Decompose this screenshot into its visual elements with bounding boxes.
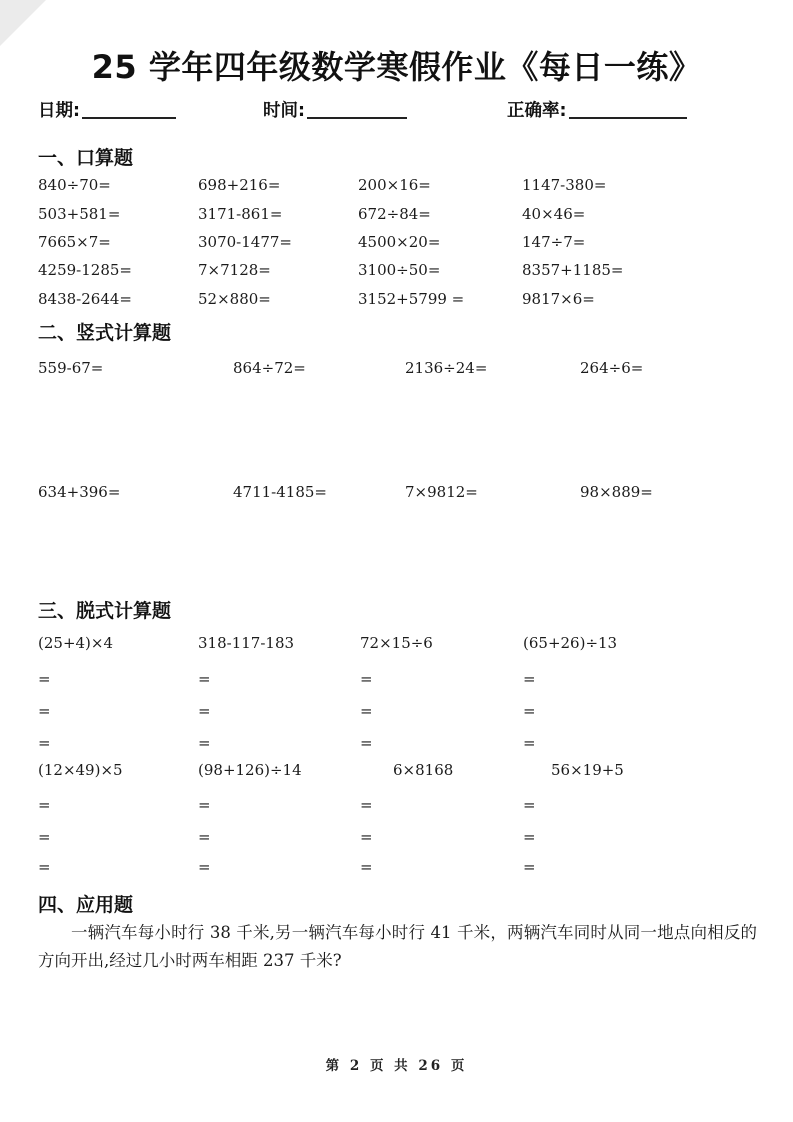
- math-problem: 98×889=: [580, 483, 653, 501]
- equals-sign: =: [360, 670, 373, 688]
- equals-sign: =: [198, 702, 211, 720]
- math-problem: (25+4)×4: [38, 634, 114, 652]
- oral-row: [38, 261, 773, 279]
- equals-sign: =: [198, 828, 211, 846]
- meta-row: [38, 97, 763, 125]
- equals-row: [38, 796, 773, 814]
- section-heading-stepwise: 三、脱式计算题: [38, 600, 172, 622]
- math-problem: 318-117-183: [198, 634, 295, 652]
- equals-sign: =: [38, 828, 51, 846]
- math-problem: 7665×7=: [38, 233, 111, 251]
- equals-sign: =: [198, 796, 211, 814]
- section-heading-word: 四、应用题: [38, 894, 134, 916]
- math-problem: 698+216=: [198, 176, 281, 194]
- date-field: [38, 97, 176, 122]
- equals-sign: =: [360, 858, 373, 876]
- scan-corner-artifact: [0, 0, 46, 46]
- equals-sign: =: [523, 828, 536, 846]
- section-heading-oral: 一、口算题: [38, 147, 134, 169]
- math-problem: 634+396=: [38, 483, 121, 501]
- math-problem: (12×49)×5: [38, 761, 123, 779]
- math-problem: 72×15÷6: [360, 634, 433, 652]
- oral-row: [38, 205, 773, 223]
- equals-sign: =: [38, 858, 51, 876]
- math-problem: 3100÷50=: [358, 261, 441, 279]
- math-problem: 9817×6=: [522, 290, 595, 308]
- math-problem: 840÷70=: [38, 176, 111, 194]
- math-problem: 864÷72=: [233, 359, 306, 377]
- equals-sign: =: [523, 670, 536, 688]
- math-problem: 3070-1477=: [198, 233, 292, 251]
- math-problem: 200×16=: [358, 176, 431, 194]
- equals-row: [38, 858, 773, 876]
- math-problem: 672÷84=: [358, 205, 431, 223]
- math-problem: 264÷6=: [580, 359, 644, 377]
- oral-row: [38, 290, 773, 308]
- math-problem: (98+126)÷14: [198, 761, 302, 779]
- equals-row: [38, 734, 773, 752]
- math-problem: 147÷7=: [522, 233, 586, 251]
- math-problem: 559-67=: [38, 359, 104, 377]
- equals-sign: =: [38, 702, 51, 720]
- equals-sign: =: [198, 670, 211, 688]
- equals-row: [38, 670, 773, 688]
- date-blank-line: [82, 101, 176, 119]
- math-problem: 4711-4185=: [233, 483, 327, 501]
- oral-row: [38, 176, 773, 194]
- math-problem: 4259-1285=: [38, 261, 132, 279]
- section-heading-vertical: 二、竖式计算题: [38, 322, 172, 344]
- date-label: 日期:: [38, 101, 80, 121]
- math-problem: 52×880=: [198, 290, 271, 308]
- equals-sign: =: [38, 670, 51, 688]
- accuracy-field: [507, 97, 687, 122]
- equals-sign: =: [198, 734, 211, 752]
- equals-sign: =: [360, 828, 373, 846]
- time-label: 时间:: [263, 101, 305, 121]
- math-problem: 3152+5799 =: [358, 290, 465, 308]
- equals-row: [38, 702, 773, 720]
- equals-sign: =: [360, 796, 373, 814]
- math-problem: (65+26)÷13: [523, 634, 618, 652]
- stepwise-expressions-row: [38, 634, 773, 652]
- math-problem: 7×7128=: [198, 261, 271, 279]
- vertical-row: [38, 483, 773, 501]
- equals-row: [38, 828, 773, 846]
- equals-sign: =: [523, 858, 536, 876]
- math-problem: 7×9812=: [405, 483, 478, 501]
- equals-sign: =: [38, 796, 51, 814]
- math-problem: 8438-2644=: [38, 290, 132, 308]
- equals-sign: =: [360, 702, 373, 720]
- equals-sign: =: [198, 858, 211, 876]
- math-problem: 4500×20=: [358, 233, 441, 251]
- stepwise-expressions-row: [38, 761, 773, 779]
- accuracy-blank-line: [569, 101, 687, 119]
- accuracy-label: 正确率:: [507, 101, 567, 121]
- math-problem: 2136÷24=: [405, 359, 488, 377]
- equals-sign: =: [523, 796, 536, 814]
- page-number: 第 2 页 共 26 页: [325, 1058, 468, 1074]
- math-problem: 6×8168: [393, 761, 454, 779]
- math-problem: 3171-861=: [198, 205, 283, 223]
- equals-sign: =: [523, 734, 536, 752]
- vertical-row: [38, 359, 773, 377]
- equals-sign: =: [523, 702, 536, 720]
- math-problem: 1147-380=: [522, 176, 607, 194]
- time-field: [263, 97, 407, 122]
- oral-row: [38, 233, 773, 251]
- math-problem: 8357+1185=: [522, 261, 624, 279]
- equals-sign: =: [38, 734, 51, 752]
- math-problem: 56×19+5: [551, 761, 624, 779]
- equals-sign: =: [360, 734, 373, 752]
- worksheet-title: 25 学年四年级数学寒假作业《每日一练》: [91, 48, 702, 86]
- math-problem: 40×46=: [522, 205, 586, 223]
- time-blank-line: [307, 101, 407, 119]
- word-problem-text: 一辆汽车每小时行 38 千米,另一辆汽车每小时行 41 千米，两辆汽车同时从同一地点向相反的方向开出,经过几小时两车相距 237 千米?: [38, 923, 757, 970]
- math-problem: 503+581=: [38, 205, 121, 223]
